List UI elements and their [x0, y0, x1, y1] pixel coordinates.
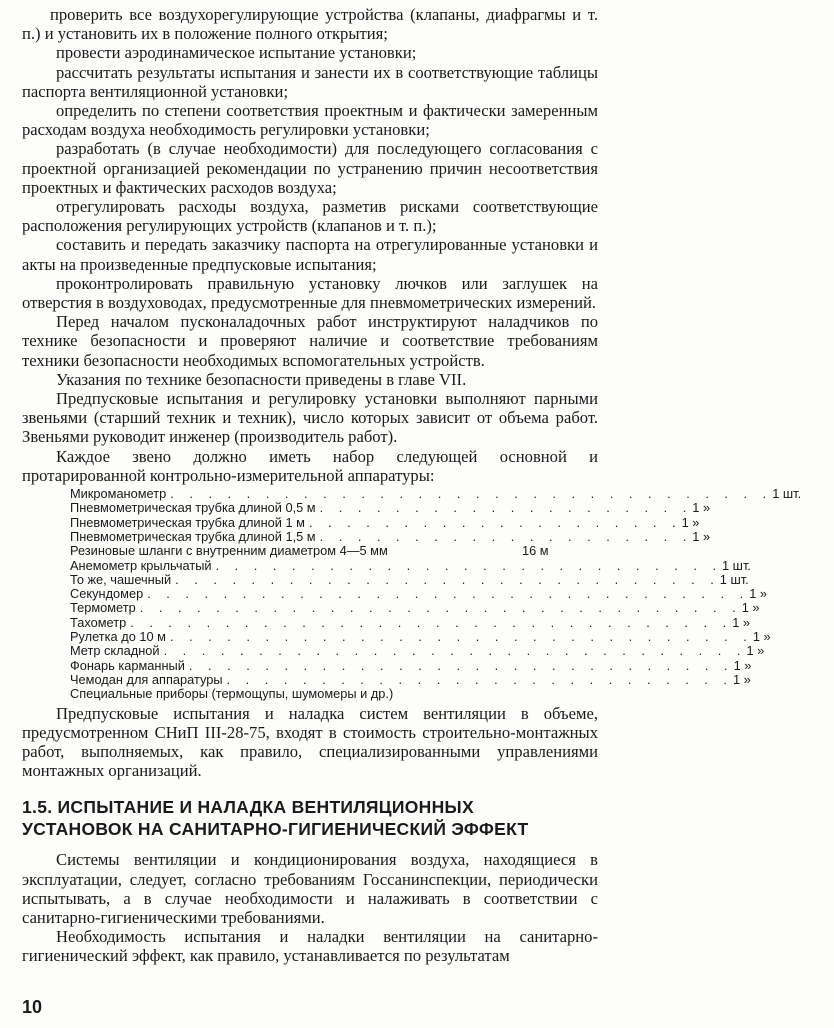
- equipment-qty: 1 »: [733, 657, 752, 673]
- equipment-qty: 1 »: [692, 528, 711, 544]
- list-item: [70, 687, 584, 701]
- equipment-qty: 1 »: [746, 643, 765, 659]
- list-item: [70, 614, 750, 630]
- list-item: [70, 657, 752, 673]
- equipment-name: Анемометр крыльчатый: [70, 557, 212, 573]
- paragraph: рассчитать результаты испытания и занести их в соответствующие таблицы паспорта вентиляционной установки;: [22, 62, 598, 101]
- equipment-name: Микроманометр: [70, 486, 167, 502]
- leader-dots: . . . . . . . . . . . . . . . . . . . .: [319, 528, 693, 544]
- equipment-qty: 16 м: [522, 543, 549, 559]
- paragraph: Предпусковые испытания и наладка систем вентиляции в объеме, предусмотренном СНиП III-28-75, входят в стоимость строительно-монтажных работ, выполняемых, как правило, специализированными управлениями монтажных организаций.: [22, 703, 598, 781]
- paragraph: Каждое звено должно иметь набор следующей основной и протарированной контрольно-измерительной аппаратуры:: [22, 446, 598, 485]
- equipment-qty: 1 »: [692, 500, 711, 516]
- equipment-name: Тахометр: [70, 614, 127, 630]
- paragraph: Необходимость испытания и наладки вентиляции на санитарно-гигиенический эффект, как правило, устанавливается по результатам: [22, 927, 598, 966]
- leader-dots: . . . . . . . . . . . . . . . . . . . . . . . . . . . . . . . .: [130, 614, 733, 630]
- section-heading: [22, 796, 598, 840]
- intro-block: [22, 5, 598, 485]
- equipment-qty: 1 шт.: [772, 486, 802, 502]
- leader-dots: . . . . . . . . . . . . . . . . . . . . . . . . . . . . . . .: [163, 643, 747, 659]
- paragraph: проверить все воздухорегулирующие устройства (клапаны, диафрагмы и т. п.) и установить их в положение полного открытия;: [22, 5, 598, 44]
- leader-dots: . . . . . . . . . . . . . . . . . . . . . . . . . . . . .: [175, 571, 720, 587]
- equipment-list: [70, 486, 802, 702]
- equipment-qty: 1 »: [732, 671, 751, 687]
- leader-dots: . . . . . . . . . . . . . . . . . . . . . . . . . . . . . . . .: [147, 586, 750, 602]
- leader-dots: . . . . . . . . . . . . . . . . . . . . . . . . . . . . . . . .: [139, 600, 742, 616]
- section-heading-line: УСТАНОВОК НА САНИТАРНО-ГИГИЕНИЧЕСКИЙ ЭФФЕКТ: [22, 819, 529, 840]
- equipment-name: Резиновые шланги с внутренним диаметром 4—5 мм: [70, 543, 388, 559]
- list-item: [70, 557, 751, 573]
- equipment-name: Пневмометрическая трубка длиной 1 м: [70, 514, 305, 530]
- paragraph: Предпусковые испытания и регулировку установки выполняют парными звеньями (старший техник и техник), число которых зависит от объема работ. Звеньями руководит инженер (производитель работ).: [22, 389, 598, 447]
- leader-dots: . . . . . . . . . . . . . . . . . . . . . . . . . . .: [215, 557, 722, 573]
- equipment-name: Фонарь карманный: [70, 657, 185, 673]
- paragraph: проконтролировать правильную установку лючков или заглушек на отверстия в воздуховодах, предусмотренные для пневмометрических измерений.: [22, 273, 598, 313]
- list-item: [70, 571, 749, 587]
- equipment-name: Рулетка до 10 м: [70, 629, 166, 645]
- equipment-qty: 1 »: [749, 586, 767, 602]
- list-item: [70, 643, 765, 659]
- equipment-qty: 1 »: [752, 629, 771, 645]
- paragraph: Перед началом пусконаладочных работ инструктируют наладчиков по технике безопасности и проверяют наличие и соответствие требованиям техники безопасности необходимых вспомогательных устройств.: [22, 312, 598, 370]
- paragraph: разработать (в случае необходимости) для последующего согласования с проектной организацией рекомендации по устранению причин несоответствия проектных и фактических расходов воздуха;: [22, 139, 598, 197]
- leader-dots: . . . . . . . . . . . . . . . . . . . . . . . . . . . . . . .: [169, 629, 753, 645]
- equipment-name: Пневмометрическая трубка длиной 1,5 м: [70, 528, 316, 544]
- equipment-qty: 1 шт.: [719, 571, 749, 587]
- leader-dots: . . . . . . . . . . . . . . . . . . . .: [308, 514, 682, 530]
- paragraph: Системы вентиляции и кондиционирования воздуха, находящиеся в эксплуатации, следует, согласно требованиям Госсанинспекции, периодически испытывать, а в случае необходимости и налаживать в соответствии с санитарно-гигиеническими требованиями.: [22, 850, 598, 927]
- list-item: [70, 629, 771, 645]
- leader-dots: . . . . . . . . . . . . . . . . . . . . . . . . . . .: [226, 671, 733, 687]
- list-item: [70, 544, 584, 558]
- equipment-note: Специальные приборы (термощупы, шумомеры и др.): [70, 686, 394, 702]
- leader-dots: . . . . . . . . . . . . . . . . . . . . . . . . . . . . .: [188, 657, 734, 673]
- list-item: [70, 500, 711, 516]
- list-item: [70, 514, 700, 530]
- equipment-name: Секундомер: [70, 586, 144, 602]
- paragraph: провести аэродинамическое испытание установки;: [56, 43, 417, 63]
- leader-dots: . . . . . . . . . . . . . . . . . . . .: [319, 500, 693, 516]
- equipment-name: То же, чашечный: [70, 571, 172, 587]
- list-item: [70, 586, 767, 602]
- equipment-name: Термометр: [70, 600, 136, 616]
- paragraph: отрегулировать расходы воздуха, разметив рисками соответствующие расположения регулирующих устройств (клапанов и т. п.);: [22, 197, 598, 236]
- equipment-name: Чемодан для аппаратуры: [70, 671, 223, 687]
- list-item: [70, 486, 802, 502]
- list-item: [70, 671, 751, 687]
- section-heading-line: 1.5. ИСПЫТАНИЕ И НАЛАДКА ВЕНТИЛЯЦИОННЫХ: [22, 797, 474, 818]
- equipment-qty: 1 »: [741, 600, 760, 616]
- equipment-name: Пневмометрическая трубка длиной 0,5 м: [70, 500, 316, 516]
- list-item: [70, 528, 711, 544]
- equipment-qty: 1 »: [681, 514, 700, 530]
- equipment-name: Метр складной: [70, 643, 160, 659]
- equipment-qty: 1 »: [732, 614, 750, 630]
- equipment-qty: 1 шт.: [722, 557, 751, 573]
- page-number: 10: [22, 997, 43, 1017]
- list-item: [70, 600, 760, 616]
- paragraph: составить и передать заказчику паспорта на отрегулированные установки и акты на произведенные предпусковые испытания;: [22, 235, 598, 274]
- paragraph: Указания по технике безопасности приведены в главе VII.: [56, 369, 467, 389]
- paragraph: определить по степени соответствия проектным и фактически замеренным расходам воздуха необходимость регулировки установки;: [22, 101, 598, 140]
- leader-dots: . . . . . . . . . . . . . . . . . . . . . . . . . . . . . . . .: [170, 486, 773, 502]
